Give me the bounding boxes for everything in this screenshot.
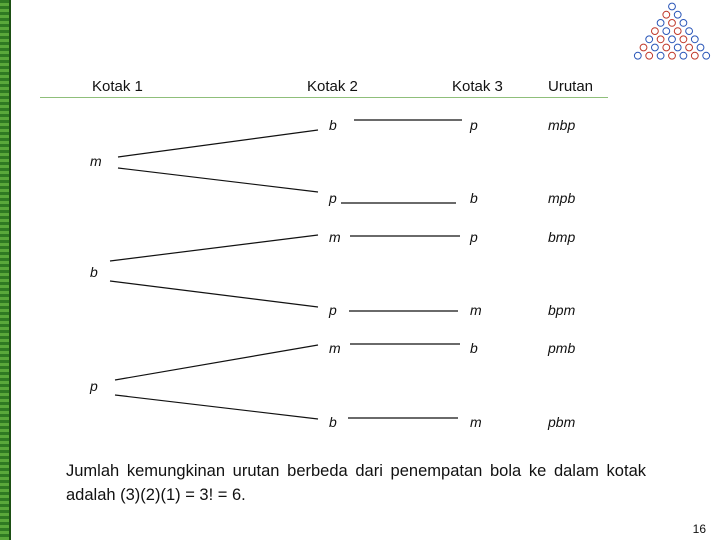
box2-node-4: p [329,302,337,318]
branch-b-p [110,281,318,307]
sequence-3: bmp [548,229,576,245]
sequence-2: mpb [548,190,576,206]
box2-node-5: m [329,340,341,356]
box2-node-3: m [329,229,341,245]
box2-node-2: p [329,190,337,206]
branch-b-m [110,235,318,261]
sequence-5: pmb [548,340,576,356]
branch-p-m [115,345,318,380]
sequence-1: mbp [548,117,576,133]
sequence-4: bpm [548,302,576,318]
box2-node-6: b [329,414,337,430]
box1-node-p: p [90,378,98,394]
sequence-6: pbm [548,414,576,430]
branch-m-b [118,130,318,157]
branch-m-p [118,168,318,192]
box3-node-3: p [470,229,478,245]
branch-p-b [115,395,318,419]
box3-node-4: m [470,302,482,318]
box1-node-m: m [90,153,102,169]
summary-text: Jumlah kemungkinan urutan berbeda dari penempatan bola ke dalam kotak adalah (3)(2)(1) = 3! = 6. [66,462,646,504]
header-kotak-3: Kotak 3 [452,78,503,95]
box3-node-2: b [470,190,478,206]
box3-node-5: b [470,340,478,356]
header-urutan: Urutan [548,78,594,95]
box3-node-6: m [470,414,482,430]
page-number: 16 [692,522,706,536]
box1-node-b: b [90,264,98,280]
box2-node-1: b [329,117,337,133]
header-kotak-2: Kotak 2 [307,78,358,95]
header-kotak-1: Kotak 1 [92,78,143,95]
box3-node-1: p [470,117,478,133]
